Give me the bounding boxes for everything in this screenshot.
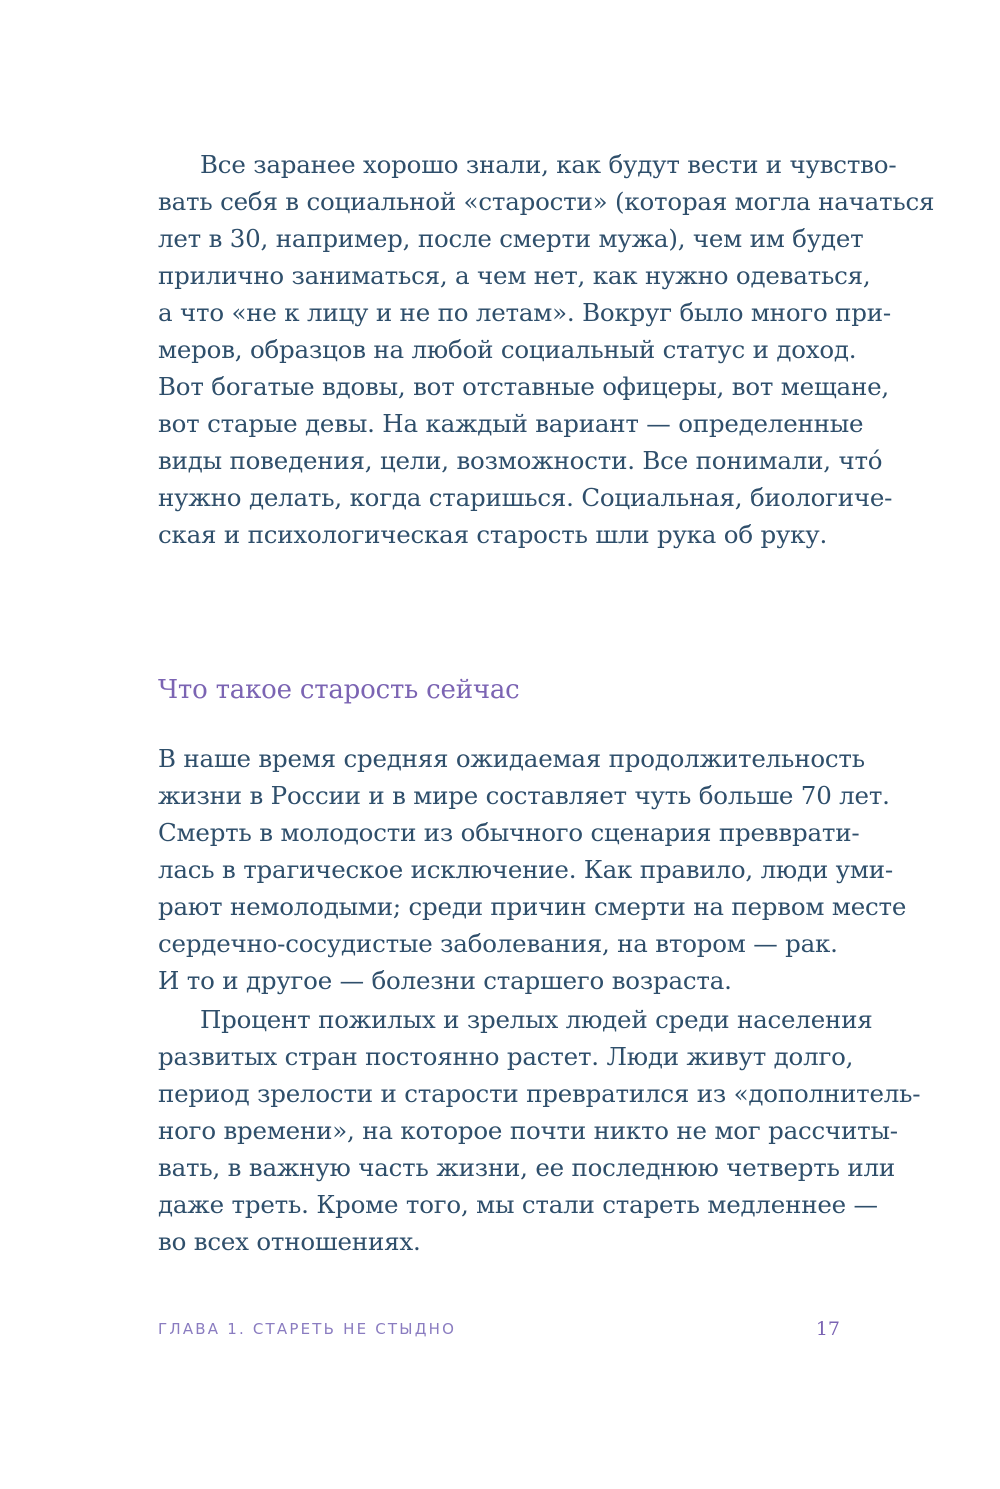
text-line: сердечно-сосудистые заболевания, на втором — рак. — [158, 929, 838, 958]
text-line: Процент пожилых и зрелых людей среди населения — [200, 1005, 873, 1034]
paragraph-life-expectancy — [158, 740, 907, 999]
text-line: лась в трагическое исключение. Как правило, люди уми- — [158, 855, 893, 884]
text-line: жизни в России и в мире составляет чуть больше 70 лет. — [158, 781, 890, 810]
text-line: В наше время средняя ожидаемая продолжительность — [158, 744, 865, 773]
text-line: Все заранее хорошо знали, как будут вести и чувство- — [200, 150, 897, 179]
text-line: нужно делать, когда старишься. Социальная, биологиче- — [158, 483, 893, 512]
running-footer-chapter: ГЛАВА 1. СТАРЕТЬ НЕ СТЫДНО — [158, 1320, 457, 1338]
text-line: период зрелости и старости превратился из «дополнитель- — [158, 1079, 921, 1108]
text-line: виды поведения, цели, возможности. Все понимали, что́ — [158, 446, 883, 475]
page-number: 17 — [815, 1318, 840, 1340]
text-line: прилично заниматься, а чем нет, как нужно одеваться, — [158, 261, 871, 290]
text-line: развитых стран постоянно растет. Люди живут долго, — [158, 1042, 854, 1071]
text-line: Вот богатые вдовы, вот отставные офицеры, вот мещане, — [158, 372, 889, 401]
text-line: ного времени», на которое почти никто не мог рассчиты- — [158, 1116, 898, 1145]
text-line: а что «не к лицу и не по летам». Вокруг было много при- — [158, 298, 891, 327]
paragraph-aging-population — [158, 1001, 921, 1260]
text-line: вать, в важную часть жизни, ее последнюю четверть или — [158, 1153, 895, 1182]
section-heading: Что такое старость сейчас — [158, 675, 520, 705]
text-line: во всех отношениях. — [158, 1227, 421, 1256]
text-line: ская и психологическая старость шли рука об руку. — [158, 520, 828, 549]
paragraph-old-age-past — [158, 146, 935, 553]
text-line: даже треть. Кроме того, мы стали стареть медленнее — — [158, 1190, 878, 1219]
text-line: Смерть в молодости из обычного сценария превврати- — [158, 818, 860, 847]
text-line: И то и другое — болезни старшего возраста. — [158, 966, 732, 995]
text-line: меров, образцов на любой социальный статус и доход. — [158, 335, 857, 364]
text-line: вать себя в социальной «старости» (которая могла начаться — [158, 187, 935, 216]
text-line: лет в 30, например, после смерти мужа), чем им будет — [158, 224, 864, 253]
text-line: рают немолодыми; среди причин смерти на первом месте — [158, 892, 907, 921]
text-line: вот старые девы. На каждый вариант — определенные — [158, 409, 864, 438]
